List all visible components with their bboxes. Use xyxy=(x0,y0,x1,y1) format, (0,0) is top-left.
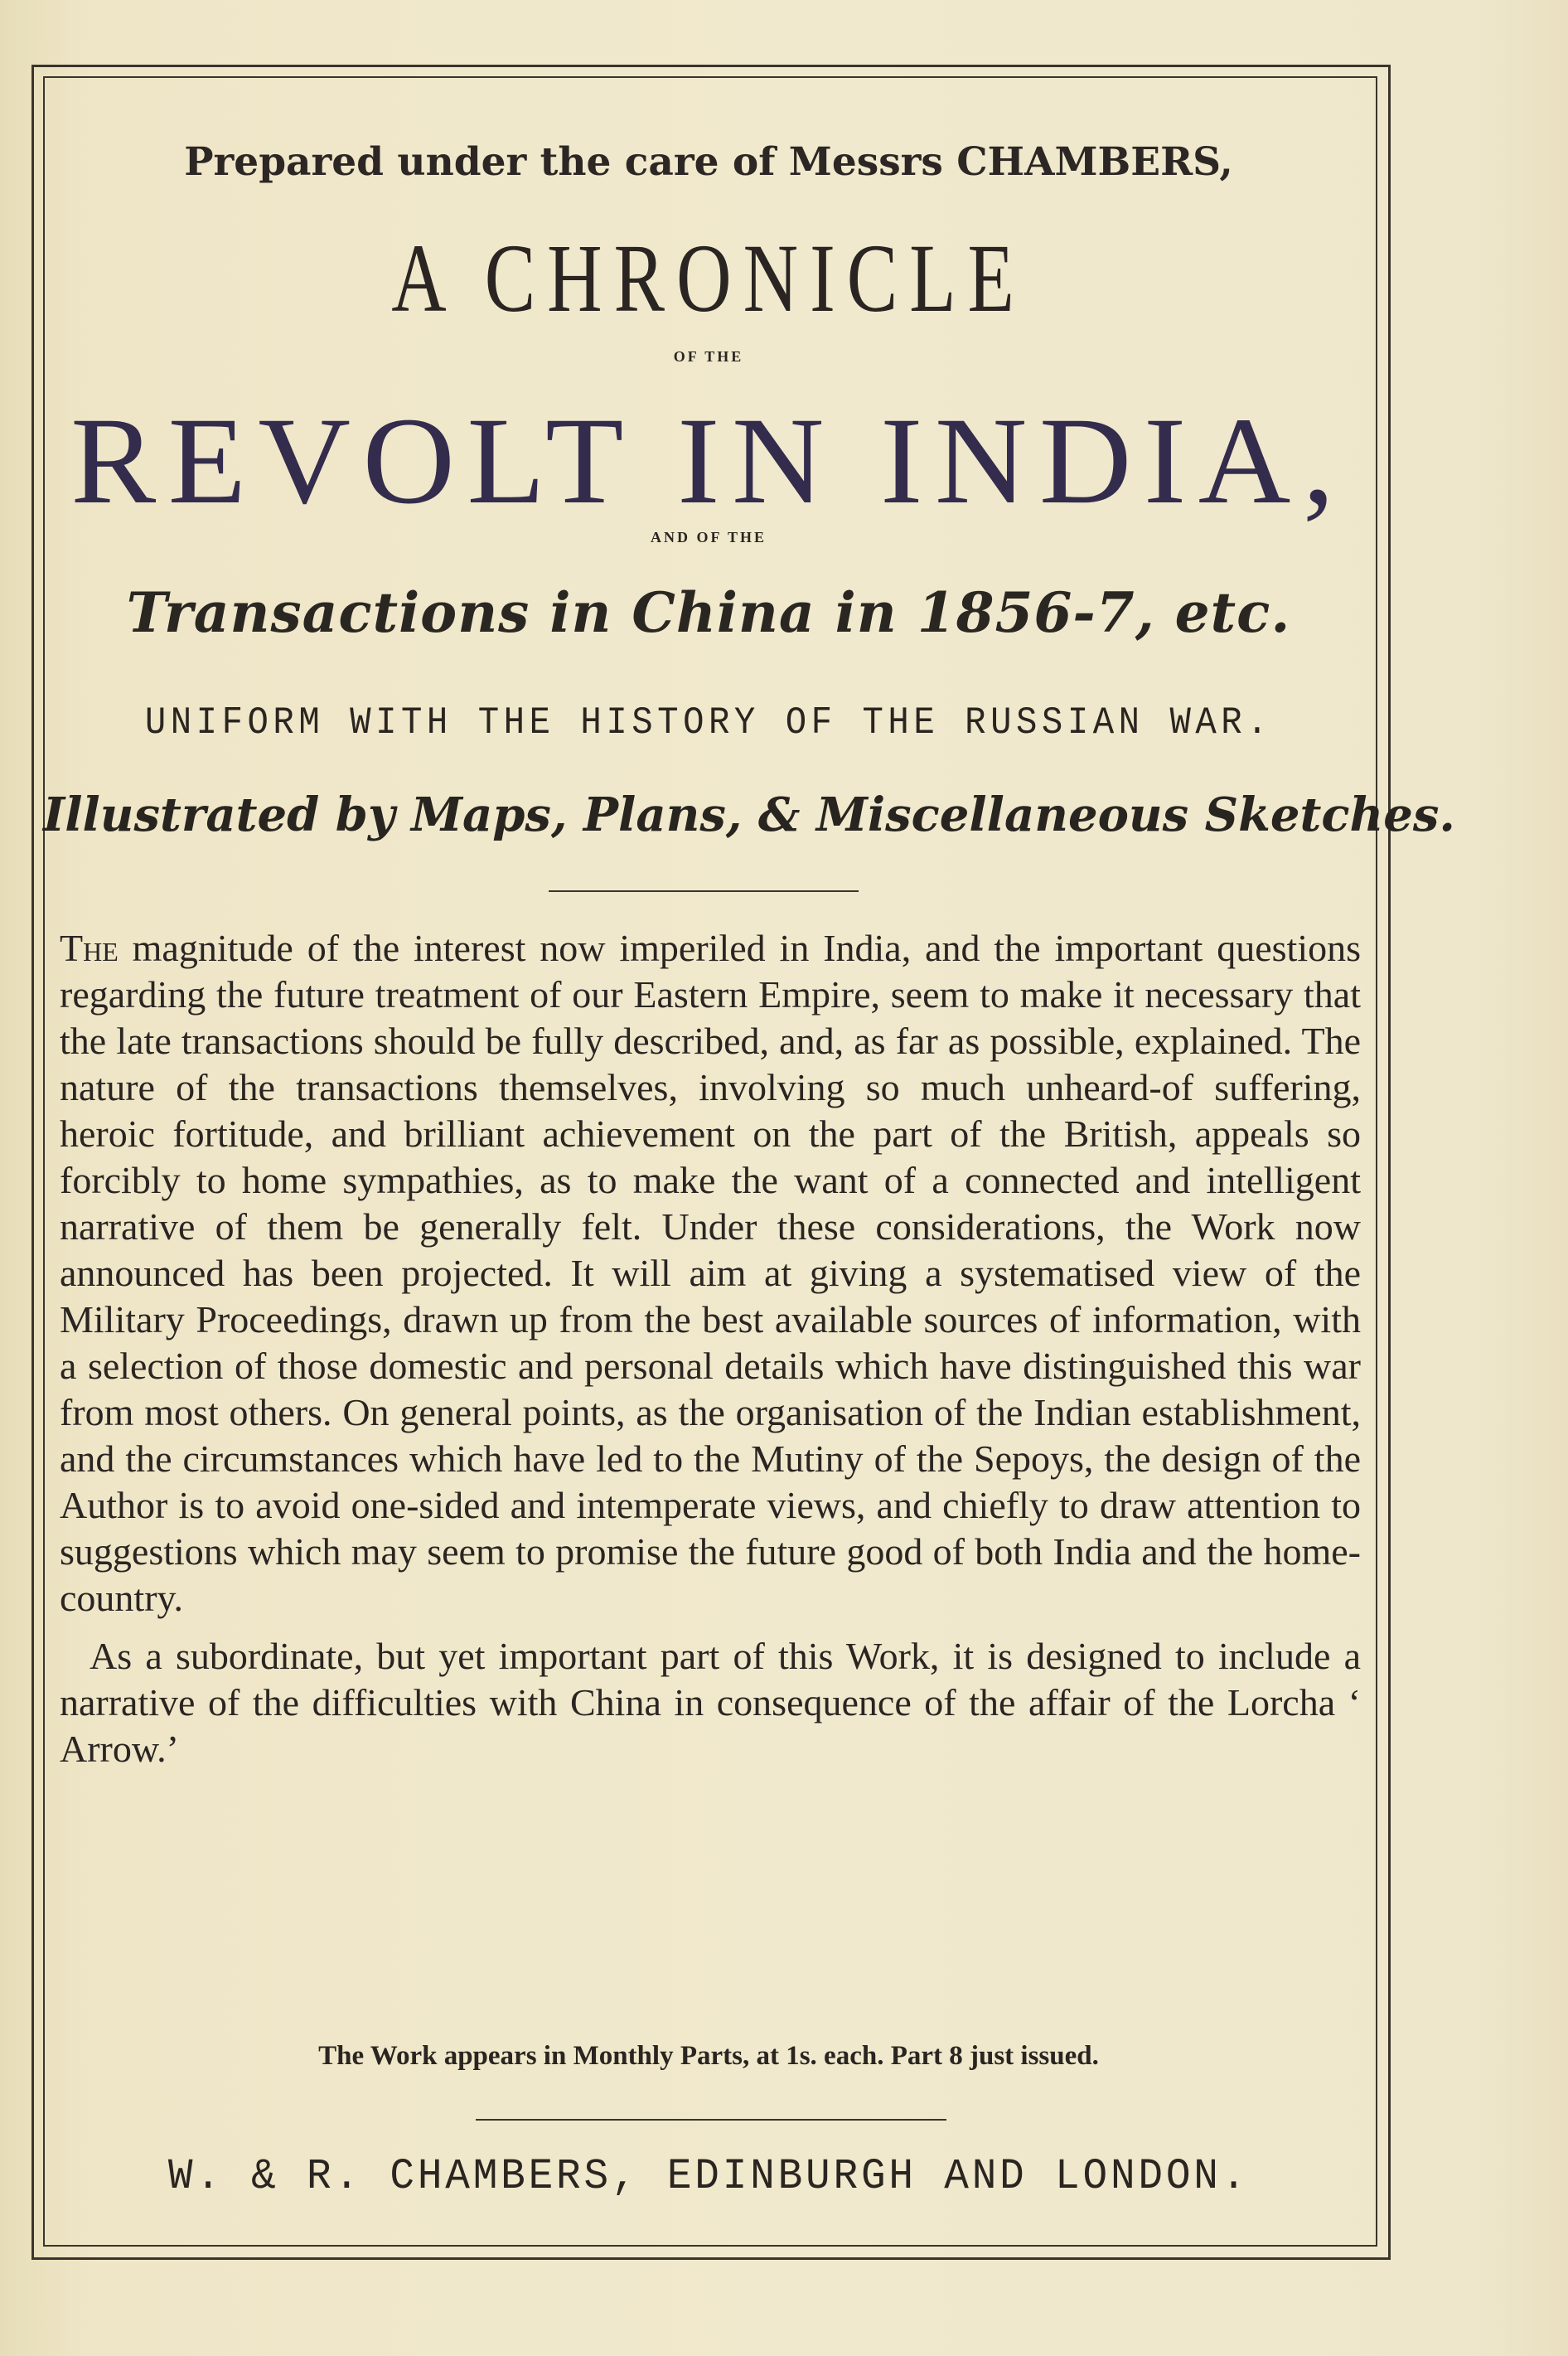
paragraph-lead-word: The xyxy=(60,927,119,969)
paragraph-1 xyxy=(60,925,1361,1622)
paragraph-2: As a subordinate, but yet important part of this Work, it is designed to include a narrative of the difficulties with China in consequence of the affair of the Lorcha ‘ Arrow.’ xyxy=(60,1635,1361,1770)
divider-rule-bottom xyxy=(476,2119,946,2121)
divider-rule xyxy=(549,890,859,892)
paragraph-1-text: magnitude of the interest now imperiled in India, and the important questions regarding the future treatment of our Eastern Empire, seem to make it necessary that the late transactions should be fully described, and, as far as possible, explained. The nature of the transactions themselves, involving so much unheard-of suffering, heroic fortitude, and brilliant achievement on the part of the British, appeals so forcibly to home sympathies, as to make the want of a connected and intelligent narrative of them be generally felt. Under these considerations, the Work now announced has been projected. It will aim at giving a systematised view of the Military Proceedings, drawn up from the best available sources of information, with a selection of those domestic and personal details which have distinguished this war from most others. On general points, as the organisation of the Indian establishment, and the circumstances which have led to the Mutiny of the Sepoys, the design of the Author is to avoid one-sided and intemperate views, and chiefly to draw attention to suggestions which may seem to promise the future good of both India and the home-country. xyxy=(60,927,1361,1619)
chronicle-heading: A CHRONICLE xyxy=(391,224,1026,332)
and-of-the-connector: AND OF THE xyxy=(650,529,767,545)
uniform-line: UNIFORM WITH THE HISTORY OF THE RUSSIAN WAR. xyxy=(144,701,1273,744)
illustrated-line: Illustrated by Maps, Plans, & Miscellaneous Sketches. xyxy=(43,788,1455,842)
publisher-imprint: W. & R. CHAMBERS, EDINBURGH AND LONDON. xyxy=(167,2152,1250,2201)
of-the-connector: OF THE xyxy=(673,348,744,365)
prepared-by-line: Prepared under the care of Messrs CHAMBERS, xyxy=(184,139,1233,185)
monthly-parts-notice: The Work appears in Monthly Parts, at 1s. each. Part 8 just issued. xyxy=(318,2041,1099,2071)
body-text xyxy=(60,925,1361,1772)
main-title: REVOLT IN INDIA, xyxy=(70,392,1347,530)
subtitle-blackletter: Transactions in China in 1856-7, etc. xyxy=(126,580,1291,645)
